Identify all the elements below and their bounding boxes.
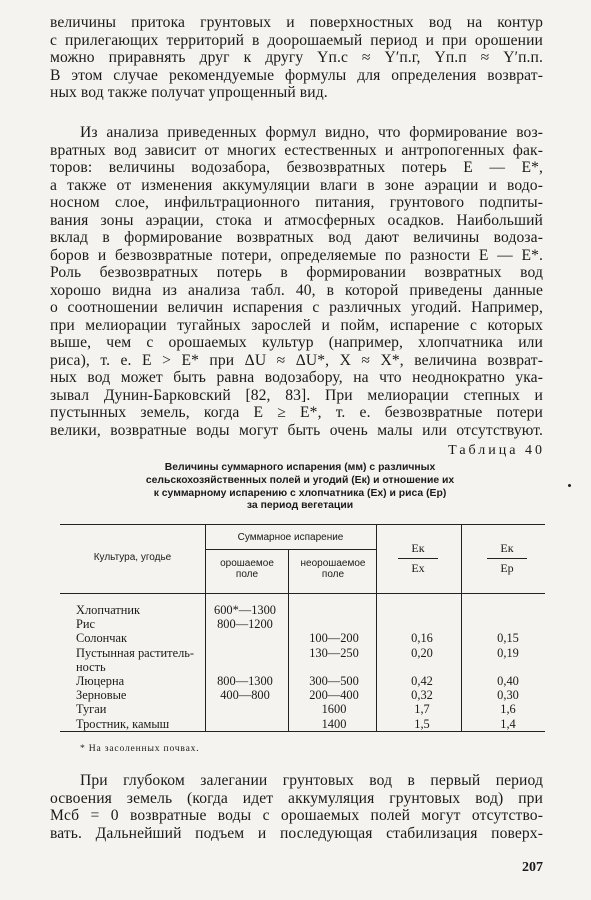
cell-crop: Солончак [76, 631, 128, 646]
cell-ratio-rice: 0,30 [497, 688, 519, 703]
cell-ratio-rice: 1,6 [500, 702, 516, 717]
cell-nonirrigated: 130—250 [309, 645, 359, 660]
text-line: Из анализа приведенных формул видно, что формирование воз- [80, 124, 543, 141]
paragraph-1 [50, 14, 543, 102]
text-line: риса), т. е. E > E* при ΔU ≈ ΔU*, X ≈ X*, величина возврат- [50, 351, 543, 369]
text-line: хорошо видна из анализа табл. 40, в которой приведены данные [50, 281, 543, 299]
table-row [0, 646, 591, 660]
text-line: ных вод также получат упрощенный вид. [50, 84, 328, 101]
table-caption [60, 462, 540, 513]
cell-ratio-rice: 0,19 [497, 645, 519, 660]
cell-ratio-cotton: 1,5 [414, 716, 430, 731]
cell-nonirrigated: 1400 [321, 716, 347, 731]
table-row [0, 617, 591, 631]
table-number: Таблица 40 [448, 443, 545, 458]
text-line: В этом случае рекомендуемые формулы для определения возврат- [50, 66, 543, 84]
table-bottom-rule [60, 731, 545, 732]
cell-irrigated: 600*—1300 [214, 603, 276, 617]
header-irrigated: орошаемое поле [220, 558, 274, 580]
text-line: величины притока грунтовых и поверхностных вод на контур [50, 14, 543, 31]
caption-line: за период вегетации [246, 500, 354, 512]
text-line: можно приравнять друг к другу Yп.с ≈ Y′п.г, Yп.п ≈ Y′п.п. [50, 49, 543, 66]
table-row [0, 660, 591, 674]
text-line: ных вод может быть равна водозабору, на что неоднократно ука- [50, 369, 543, 386]
table-row [0, 631, 591, 645]
text-line: носном слое, инфильтрационного питания, грунтового подпиты- [50, 194, 543, 211]
table-row [0, 688, 591, 702]
text-line: При глубоком залегании грунтовых вод в первый период [80, 772, 543, 789]
cell-ratio-cotton: 1,7 [414, 702, 430, 717]
text-line: Роль безвозвратных потерь в формировании возвратных вод [50, 264, 543, 281]
text-line: освоения земель (когда идет аккумуляция грунтовых вод) при [50, 789, 543, 807]
ratio-numerator: Eк [487, 541, 527, 559]
cell-nonirrigated: 1600 [321, 702, 347, 717]
text-line: Mсб = 0 возвратные воды с орошаемых полей могут отсутство- [50, 807, 543, 824]
table-row [0, 717, 591, 731]
text-line: с прилегающих территорий в доорошаемый период и при орошении [50, 31, 543, 49]
paragraph-3 [50, 772, 543, 842]
cell-nonirrigated: 300—500 [309, 674, 359, 688]
cell-ratio-cotton: 0,16 [411, 631, 433, 646]
cell-crop: Рис [76, 617, 96, 632]
header-nonirrigated: неорошаемое поле [300, 558, 366, 580]
caption-line: к суммарному испарению с хлопчатника (Eх) и риса (Eр) [153, 487, 447, 499]
text-line: выше, чем с орошаемых культур (например, хлопчатника или [50, 334, 543, 351]
cell-crop: Тугаи [76, 702, 107, 717]
text-line: а также от изменения аккумуляции влаги в зоне аэрации и водо- [50, 176, 543, 194]
text-line: торов: величины водозабора, безвозвратных потерь E — E*, [50, 159, 543, 176]
cell-ratio-rice: 0,40 [497, 674, 519, 688]
cell-crop: ность [76, 659, 106, 674]
print-speck [568, 484, 571, 487]
text-line: вклад в формирование возвратных вод дают величины водоза- [50, 229, 543, 246]
cell-ratio-cotton: 0,20 [411, 645, 433, 660]
text-line: зывал Дунин-Барковский [82, 83]. При мелиорации степных и [50, 386, 543, 404]
cell-crop: Хлопчатник [76, 603, 141, 617]
cell-nonirrigated: 100—200 [309, 631, 359, 646]
cell-crop: Тростник, камыш [76, 716, 170, 731]
table-row [0, 702, 591, 716]
table-top-rule [60, 524, 545, 525]
cell-nonirrigated: 200—400 [309, 688, 359, 703]
table-subheader-rule [205, 549, 376, 550]
text-line: велики, возвратные воды могут быть очень малы или отсутствуют. [50, 421, 543, 439]
text-line: боров и безвозвратные потери, определяемые по разности E — E*. [50, 246, 543, 264]
text-line: пустынных земель, когда E ≥ E*, т. е. безвозвратные потери [50, 404, 543, 421]
cell-irrigated: 400—800 [220, 688, 270, 703]
cell-crop: Зерновые [76, 688, 127, 703]
table-header-rule [60, 593, 545, 594]
table-row [0, 603, 591, 617]
cell-irrigated: 800—1200 [217, 617, 273, 632]
header-crop: Культура, угодье [93, 552, 172, 563]
cell-ratio-rice: 1,4 [500, 716, 516, 731]
header-ratio-cotton [398, 541, 438, 576]
cell-ratio-rice: 0,15 [497, 631, 519, 646]
page-number: 207 [522, 860, 543, 875]
paragraph-2 [50, 124, 543, 439]
table-row [0, 674, 591, 688]
cell-ratio-cotton: 0,32 [411, 688, 433, 703]
cell-crop: Пустынная раститель- [76, 645, 195, 660]
header-total-evaporation: Суммарное испарение [237, 532, 344, 543]
text-line: при мелиорации тугайных зарослей и пойм, испарение с которых [50, 316, 543, 334]
text-line: вания зоны аэрации, стока и атмосферных осадков. Наибольший [50, 211, 543, 229]
text-line: вать. Дальнейший подъем и последующая стабилизация поверх- [50, 824, 543, 842]
header-ratio-rice [487, 541, 527, 576]
table-footnote: * На засоленных почвах. [80, 743, 200, 754]
cell-ratio-cotton: 0,42 [411, 674, 433, 688]
ratio-denominator: Eр [500, 561, 514, 575]
text-line: о соотношении величин испарения с различных угодий. Например, [50, 299, 543, 316]
cell-crop: Люцерна [76, 674, 125, 688]
ratio-denominator: Eх [411, 561, 425, 575]
caption-line: Величины суммарного испарения (мм) с различных [164, 462, 436, 473]
text-line: вратных вод зависит от многих естественных и антропогенных фак- [50, 141, 543, 159]
cell-irrigated: 800—1300 [217, 674, 273, 688]
ratio-numerator: Eк [398, 541, 438, 559]
caption-line: сельскохозяйственных полей и угодий (Eк) и отношение их [145, 474, 455, 486]
